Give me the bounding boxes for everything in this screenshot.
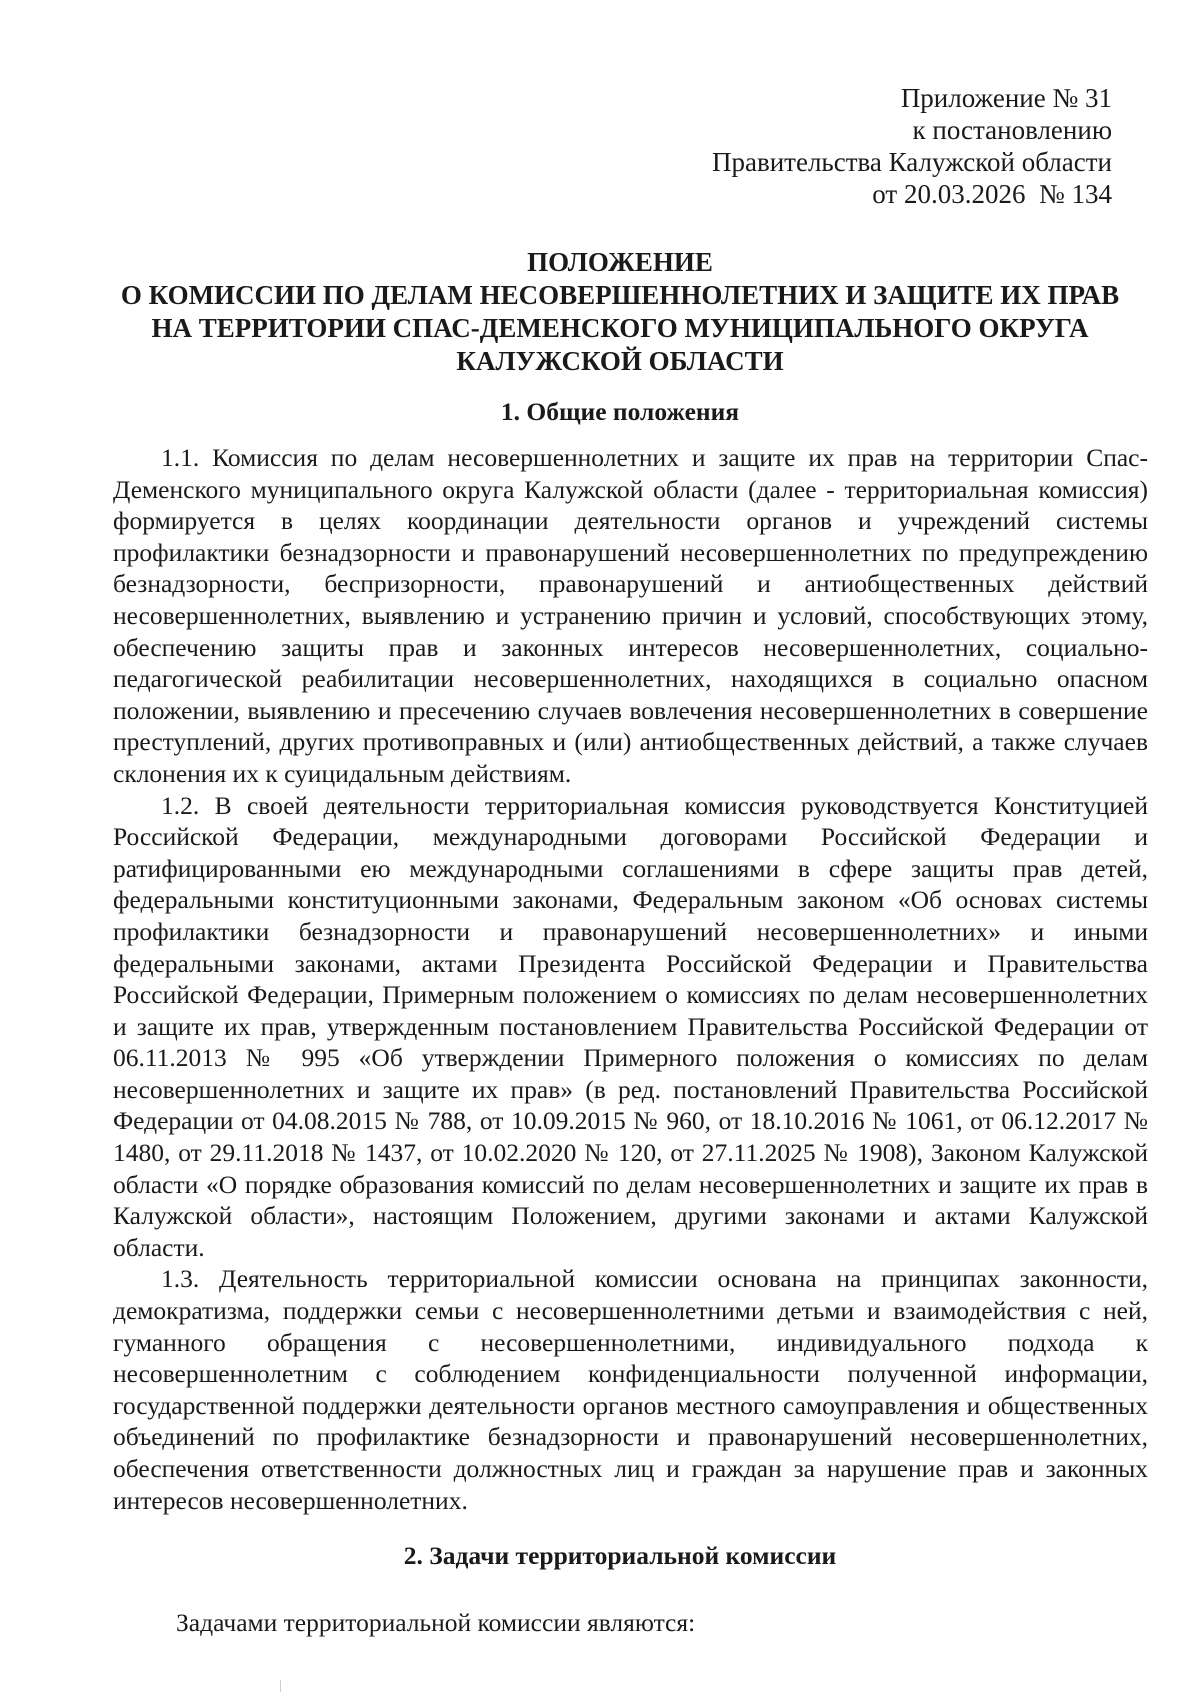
title-line-3: НА ТЕРРИТОРИИ СПАС-ДЕМЕНСКОГО МУНИЦИПАЛЬНОГО ОКРУГА [151,313,1089,343]
appendix-ref-line: к постановлению [912,115,1112,145]
title-line-1: ПОЛОЖЕНИЕ [527,247,713,277]
appendix-authority: Правительства Калужской области [711,147,1112,177]
section-2-heading: 2. Задачи территориальной комиссии [403,1541,837,1570]
section-2-intro: Задачами территориальной комиссии являются: [176,1608,696,1637]
appendix-number: Приложение № 31 [900,83,1112,113]
title-line-2: О КОМИССИИ ПО ДЕЛАМ НЕСОВЕРШЕННОЛЕТНИХ И ЗАЩИТЕ ИХ ПРАВ [120,280,1120,310]
section-1-heading: 1. Общие положения [500,397,740,426]
paragraph-1-1: 1.1. Комиссия по делам несовершеннолетних и защите их прав на территории Спас-Деменского муниципального округа Калужской области (далее - территориальная комиссия) формируется в целях координации деятельности органов и учреждений системы профилактики безнадзорности и правонарушений несовершеннолетних по предупреждению безнадзорности, беспризорности, правонарушений и антиобщественных действий несовершеннолетних, выявлению и устранению причин и условий, способствующих этому, обеспечению защиты прав и законных интересов несовершеннолетних, социально-педагогической реабилитации несовершеннолетних, находящихся в социально опасном положении, выявлению и пресечению случаев вовлечения несовершеннолетних в совершение преступлений, других противоправных и (или) антиобщественных действий, а также случаев склонения их к суицидальным действиям. [113,443,1148,788]
section-1-body [113,442,1148,1516]
paragraph-1-3: 1.3. Деятельность территориальной комиссии основана на принципах законности, демократизма, поддержки семьи с несовершеннолетними детьми и взаимодействия с ней, гуманного обращения с несовершеннолетними, индивидуального подхода к несовершеннолетним с соблюдением конфиденциальности полученной информации, государственной поддержки деятельности органов местного самоуправления и общественных объединений по профилактике безнадзорности и правонарушений несовершеннолетних, обеспечения ответственности должностных лиц и граждан за нарушение прав и законных интересов несовершеннолетних. [113,1264,1148,1515]
scan-mark [280,1680,281,1692]
document-title [100,246,1140,378]
title-line-4: КАЛУЖСКОЙ ОБЛАСТИ [456,346,784,376]
paragraph-1-2: 1.2. В своей деятельности территориальная комиссия руководствуется Конституцией Российской Федерации, международными договорами Российской Федерации и ратифицированными ею международными соглашениями в сфере защиты прав детей, федеральными конституционными законами, Федеральным законом «Об основах системы профилактики безнадзорности и правонарушений несовершеннолетних» и иными федеральными законами, актами Президента Российской Федерации и Правительства Российской Федерации, Примерным положением о комиссиях по делам несовершеннолетних и защите их прав, утвержденным постановлением Правительства Российской Федерации от 06.11.2013 № 995 «Об утверждении Примерного положения о комиссиях по делам несовершеннолетних и защите их прав» (в ред. постановлений Правительства Российской Федерации от 04.08.2015 № 788, от 10.09.2015 № 960, от 18.10.2016 № 1061, от 06.12.2017 № 1480, от 29.11.2018 № 1437, от 10.02.2020 № 120, от 27.11.2025 № 1908), Законом Калужской области «О порядке образования комиссий по делам несовершеннолетних и защите их прав в Калужской области», настоящим Положением, другими законами и актами Калужской области. [113,790,1148,1262]
appendix-date-number: от 20.03.2026 № 134 [872,179,1112,209]
appendix-header [712,82,1112,210]
